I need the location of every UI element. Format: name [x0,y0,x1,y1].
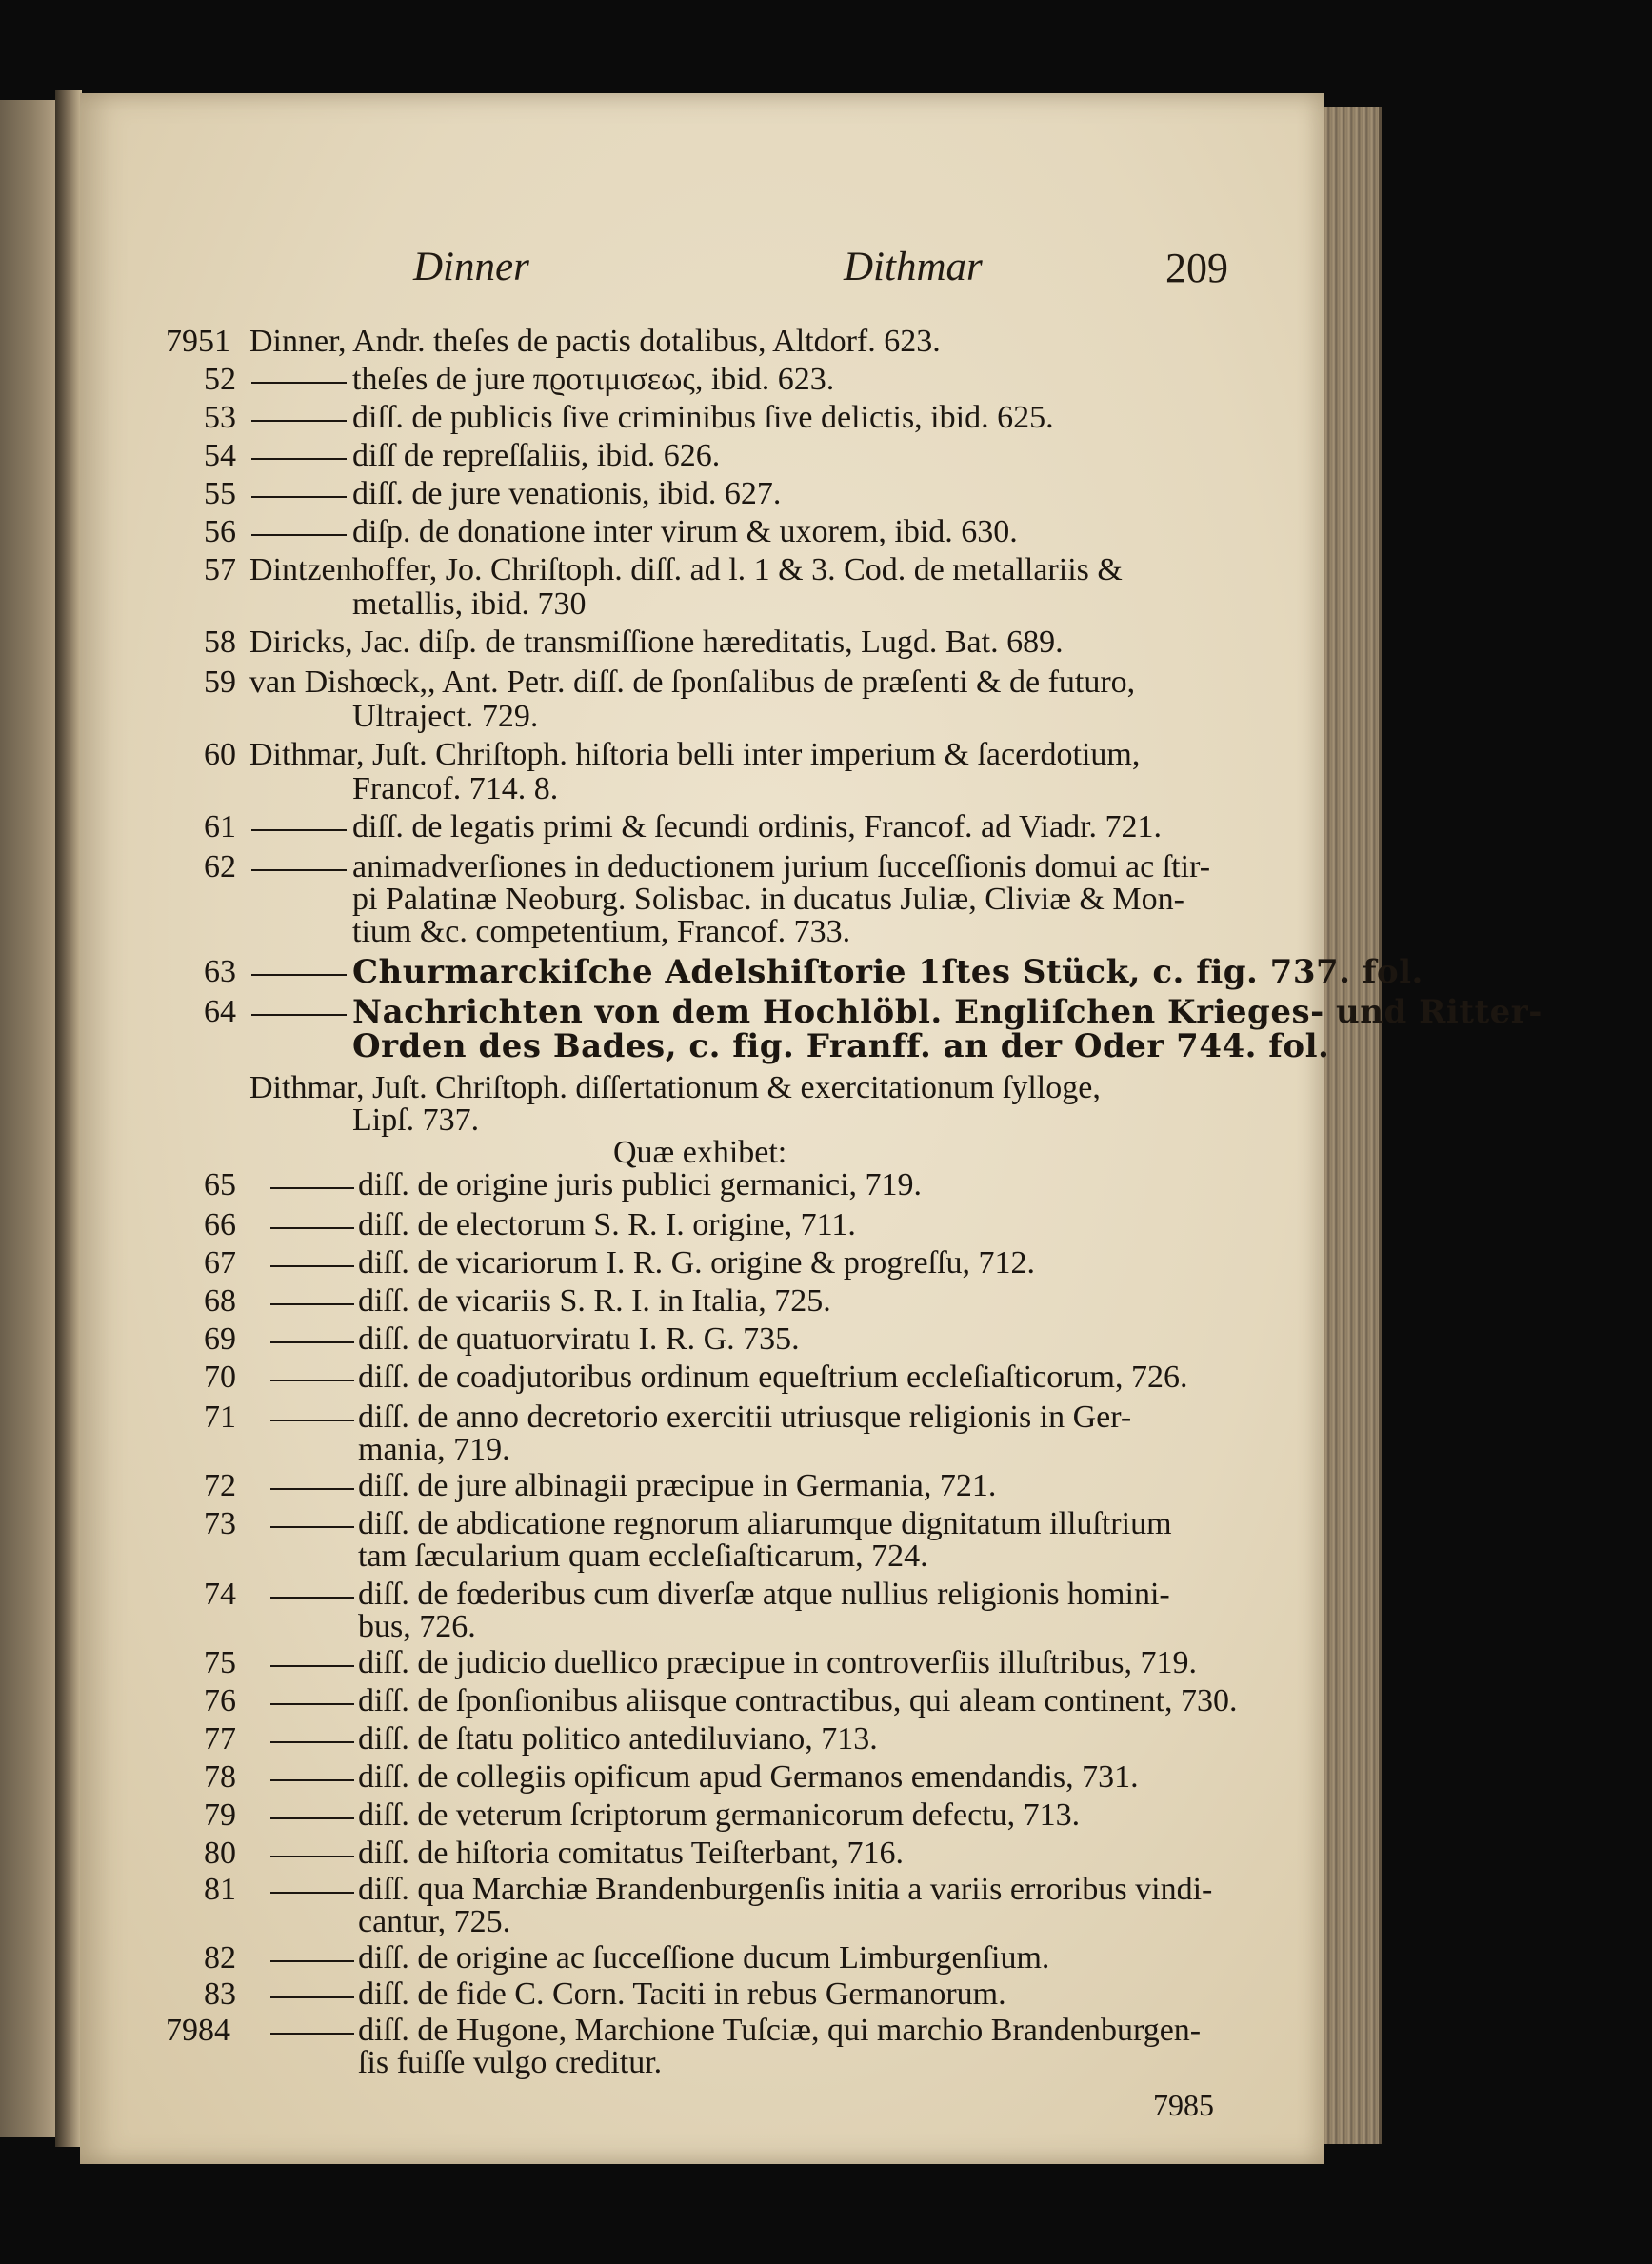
entry-number: 64 [204,994,236,1029]
entry [80,474,1324,514]
entry [80,436,1324,476]
entry-continuation-text: Orden des Bades, c. fig. Franff. an der Oder 744. fol. [352,1027,1330,1065]
entry-text: diſſ. de vicariorum I. R. G. origine & progreſſu, 712. [358,1245,1036,1281]
entry-text: van Dishœck,, Ant. Petr. diſſ. de ſponſalibus de præſenti & de futuro, [249,665,1136,700]
entry-number: 61 [204,809,236,844]
ditto-dash [251,1014,347,1016]
ditto-dash [270,1856,354,1857]
ditto-dash [270,2033,354,2035]
entry-continuation-text: Francof. 714. 8. [352,771,559,806]
entry-continuation-text: tium &c. competentium, Francof. 733. [352,914,851,949]
entry-number: 66 [204,1207,236,1242]
entry-text: animadverſiones in deductionem jurium ſucceſſionis domui ac ſtir- [352,849,1211,884]
entry-text: diſſ. de origine juris publici germanici, 719. [358,1167,923,1202]
entry-text: diſſ. de fide C. Corn. Taciti in rebus Germanorum. [358,1976,1006,2012]
entry-continuation-text: cantur, 725. [358,1904,511,1939]
ditto-dash [270,1227,354,1229]
ditto-dash [270,1187,354,1189]
entry-continuation-text: ſis fuiſſe vulgo creditur. [358,2045,663,2080]
entry-text: diſſ. qua Marchiæ Brandenburgenſis initia a variis erroribus vindi- [358,1872,1213,1907]
entry-continuation [80,1537,1324,1577]
entry-continuation [80,1026,1330,1066]
entry-text: Dintzenhoffer, Jo. Chriſtoph. diſſ. ad l. 1 & 3. Cod. de metallariis & [249,552,1123,587]
entry-number: 78 [204,1759,236,1795]
entry-number: 81 [204,1872,236,1907]
entry [80,1681,1324,1721]
collection-title-text: Dithmar, Juſt. Chriſtoph. diſſertationum & exercitationum ſylloge, [249,1070,1101,1105]
entry-text: diſſ. de ſponſionibus aliisque contractibus, qui aleam continent, 730. [358,1683,1238,1718]
entry-number: 62 [204,849,236,884]
entry-text: theſes de jure πϱοτιμισεως, ibid. 623. [352,362,835,397]
entry-continuation [80,2043,1324,2083]
entry-number: 71 [204,1400,236,1435]
book-gutter [55,90,82,2147]
ditto-dash [270,1817,354,1819]
ditto-dash [270,1488,354,1490]
entry-text: diſſ. de veterum ſcriptorum germanicorum defectu, 713. [358,1797,1081,1833]
ditto-dash [270,1779,354,1781]
entry-text: Dithmar, Juſt. Chriſtoph. hiſtoria belli inter imperium & ſacerdotium, [249,737,1141,772]
entry-number: 69 [204,1321,236,1357]
header-left-word: Dinner [413,245,529,289]
entry-text: diſſ. de legatis primi & ſecundi ordinis, Francof. ad Viadr. 721. [352,809,1163,844]
ditto-dash [270,1303,354,1305]
entry-text: diſſ. de abdicatione regnorum aliarumque dignitatum illuſtrium [358,1506,1172,1541]
left-page-edge [0,100,57,2137]
entry-text: diſſ. de publicis ſive criminibus ſive delictis, ibid. 625. [352,400,1054,435]
entry [80,1243,1324,1283]
entry-number: 70 [204,1360,236,1395]
subhead-text: Quæ exhibet: [613,1135,787,1170]
entry [80,398,1324,438]
entry-continuation [80,912,1324,952]
ditto-dash [270,1996,354,1998]
entry [80,512,1324,552]
ditto-dash [251,382,347,384]
ditto-dash [251,496,347,498]
entry [80,952,1423,992]
entry-text: diſſ. de ſtatu politico antediluviano, 713. [358,1721,878,1757]
entry [80,322,1324,362]
entry-text: diſſ. de hiſtoria comitatus Teiſterbant, 716. [358,1836,904,1871]
entry-number: 72 [204,1468,236,1503]
entry-number: 80 [204,1836,236,1871]
entry-text: Dinner, Andr. theſes de pactis dotalibus, Altdorf. 623. [249,324,941,359]
entry [80,1165,1324,1205]
ditto-dash [270,1665,354,1667]
entry-number: 57 [204,552,236,587]
ditto-dash [270,1341,354,1343]
entry-number: 74 [204,1577,236,1612]
ditto-dash [270,1420,354,1421]
ditto-dash [251,534,347,536]
entry-number: 53 [204,400,236,435]
entry-number: 65 [204,1167,236,1202]
ditto-dash [251,829,347,831]
entry-continuation [80,585,1324,625]
collection-continuation-text: Lipſ. 737. [352,1102,480,1138]
entry-number: 68 [204,1283,236,1319]
entry-text: diſſ. de collegiis opificum apud Germanos emendandis, 731. [358,1759,1139,1795]
entry-number: 54 [204,438,236,473]
ditto-dash [270,1892,354,1894]
entry [80,1834,1324,1874]
entry-continuation [80,1902,1324,1942]
entry [80,1466,1324,1506]
entry [80,1281,1324,1321]
entry-text: diſſ. de judicio duellico præcipue in controverſiis illuſtribus, 719. [358,1645,1198,1680]
entry-continuation-text: metallis, ibid. 730 [352,586,587,622]
entry-number: 77 [204,1721,236,1757]
header-center-word: Dithmar [844,245,983,289]
entry-number: 82 [204,1940,236,1976]
entry-list [80,93,1543,2164]
catchword: 7985 [1153,2088,1214,2122]
ditto-dash [251,974,347,976]
entry-number: 67 [204,1245,236,1281]
entry-number: 58 [204,625,236,660]
entry-text: Nachrichten von dem Hochlöbl. Engliſchen Krieges- und Ritter- [352,993,1543,1031]
entry-text: diſſ. de jure venationis, ibid. 627. [352,476,782,511]
page-number: 209 [1165,245,1228,291]
entry-number: 63 [204,954,236,989]
entry-number: 55 [204,476,236,511]
entry [80,807,1324,847]
entry-text: Diricks, Jac. diſp. de transmiſſione hæreditatis, Lugd. Bat. 689. [249,625,1064,660]
entry-text: diſſ. de Hugone, Marchione Tuſciæ, qui marchio Brandenburgen- [358,2013,1202,2048]
ditto-dash [270,1741,354,1743]
entry-continuation-text: mania, 719. [358,1432,510,1467]
entry-continuation-text: pi Palatinæ Neoburg. Solisbac. in ducatus Juliæ, Cliviæ & Mon- [352,882,1184,917]
entry-text: diſſ. de origine ac ſucceſſione ducum Limburgenſium. [358,1940,1050,1976]
entry-text: diſſ. de fœderibus cum diverſæ atque nullius religionis homini- [358,1577,1170,1612]
entry-continuation [80,1607,1324,1647]
entry [80,1796,1324,1836]
entry-number: 52 [204,362,236,397]
entry-text: diſſ. de vicariis S. R. I. in Italia, 725. [358,1283,831,1319]
entry-number: 7951 [166,324,230,359]
entry-continuation-text: tam ſæcularium quam eccleſiaſticarum, 724. [358,1539,928,1574]
ditto-dash [270,1265,354,1267]
entry-number: 60 [204,737,236,772]
entry-continuation [80,697,1324,737]
entry-text: diſſ. de anno decretorio exercitii utriusque religionis in Ger- [358,1400,1132,1435]
entry-text: diſſ. de quatuorviratu I. R. G. 735. [358,1321,800,1357]
ditto-dash [270,1597,354,1599]
ditto-dash [270,1526,354,1528]
entry-text: Churmarckiſche Adelshiſtorie 1ſtes Stück, c. fig. 737. fol. [352,953,1423,991]
entry [80,1938,1324,1978]
entry [80,1643,1324,1683]
entry-continuation-text: bus, 726. [358,1609,476,1644]
entry-number: 7984 [166,2013,230,2048]
entry-number: 79 [204,1797,236,1833]
entry [80,1975,1324,2015]
entry [80,1205,1324,1245]
entry-continuation [80,769,1324,809]
entry-number: 56 [204,514,236,549]
entry [80,360,1324,400]
entry-number: 75 [204,1645,236,1680]
entry-text: diſſ. de electorum S. R. I. origine, 711. [358,1207,856,1242]
entry-number: 59 [204,665,236,700]
entry-number: 73 [204,1506,236,1541]
entry-text: diſſ. de jure albinagii præcipue in Germania, 721. [358,1468,997,1503]
entry [80,1320,1324,1360]
ditto-dash [270,1960,354,1962]
entry-text: diſp. de donatione inter virum & uxorem, ibid. 630. [352,514,1018,549]
page [80,93,1543,2164]
entry-continuation [80,1430,1324,1470]
entry-text: diſſ de repreſſaliis, ibid. 626. [352,438,721,473]
entry [80,1719,1324,1759]
ditto-dash [270,1380,354,1381]
entry [80,1358,1324,1398]
ditto-dash [251,458,347,460]
ditto-dash [251,420,347,422]
entry-number: 76 [204,1683,236,1718]
ditto-dash [270,1703,354,1705]
ditto-dash [251,869,347,871]
entry-number: 83 [204,1976,236,2012]
entry [80,623,1324,663]
entry [80,1758,1324,1797]
page-edges [1324,107,1382,2144]
entry-text: diſſ. de coadjutoribus ordinum equeſtrium eccleſiaſticorum, 726. [358,1360,1188,1395]
entry-continuation-text: Ultraject. 729. [352,699,539,734]
